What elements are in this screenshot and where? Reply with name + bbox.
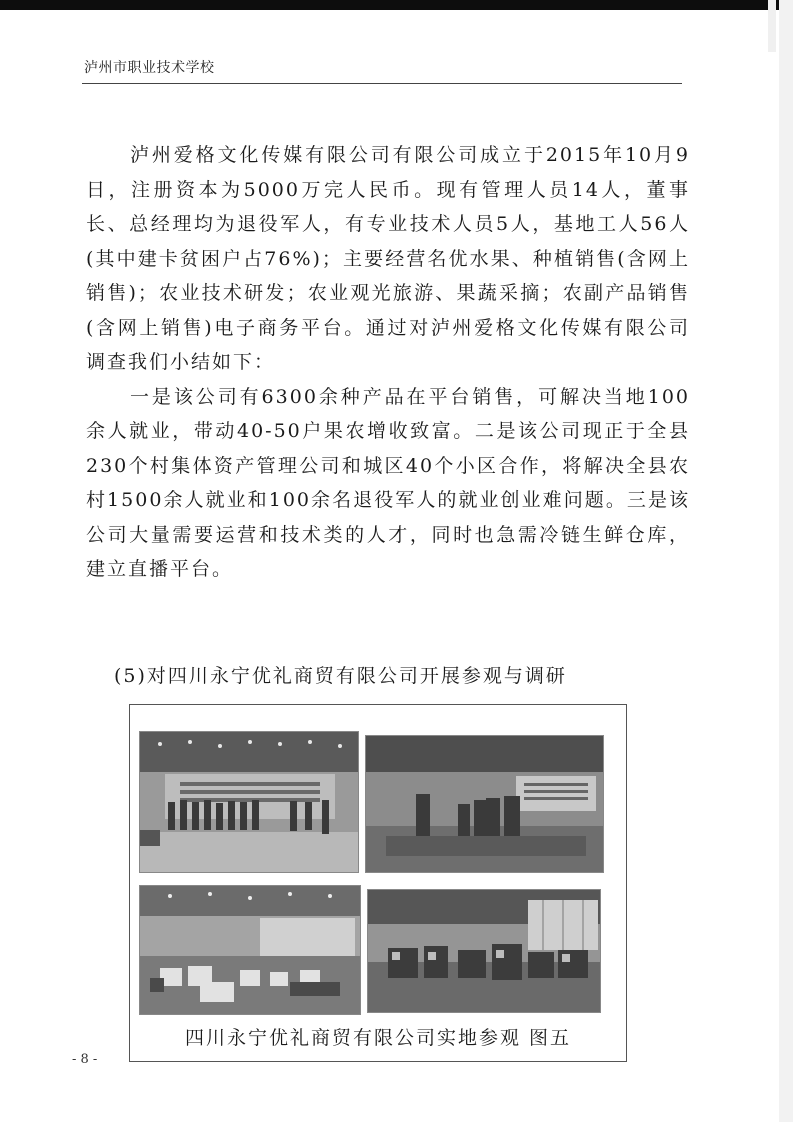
- figure-frame: [129, 704, 627, 1062]
- scan-notch: [768, 0, 776, 52]
- photo-group-visit: [139, 731, 359, 873]
- figure-caption: 四川永宁优礼商贸有限公司实地参观 图五: [184, 1027, 572, 1049]
- running-header: 泸州市职业技术学校: [84, 60, 215, 76]
- photo-exhibition-viewing: [365, 735, 604, 873]
- header-rule: [82, 83, 682, 84]
- section-heading: (5)对四川永宁优礼商贸有限公司开展参观与调研: [114, 665, 567, 687]
- scan-right-edge: [779, 0, 793, 1122]
- photo-showroom-cushions: [139, 885, 361, 1015]
- body-text: [86, 138, 690, 587]
- paragraph-company-intro: 泸州爱格文化传媒有限公司有限公司成立于2015年10月9日，注册资本为5000万完人民币。现有管理人员14人，董事长、总经理均为退役军人，有专业技术人员5人，基地工人56人(其中建卡贫困户占76%)；主要经营名优水果、种植销售(含网上销售)；农业技术研发；农业观光旅游、果蔬采摘；农副产品销售(含网上销售)电子商务平台。通过对泸州爱格文化传媒有限公司调查我们小结如下：: [86, 144, 690, 373]
- paragraph-findings: 一是该公司有6300余种产品在平台销售，可解决当地100余人就业，带动40-50户果农增收致富。二是该公司现正于全县230个村集体资产管理公司和城区40个小区合作，将解决全县农村1500余人就业和100余名退役军人的就业创业难问题。三是该公司大量需要运营和技术类的人才，同时也急需冷链生鲜仓库，建立直播平台。: [86, 385, 690, 580]
- scan-top-border: [0, 0, 793, 10]
- photo-product-display: [367, 889, 601, 1013]
- page-number: - 8 -: [72, 1052, 98, 1067]
